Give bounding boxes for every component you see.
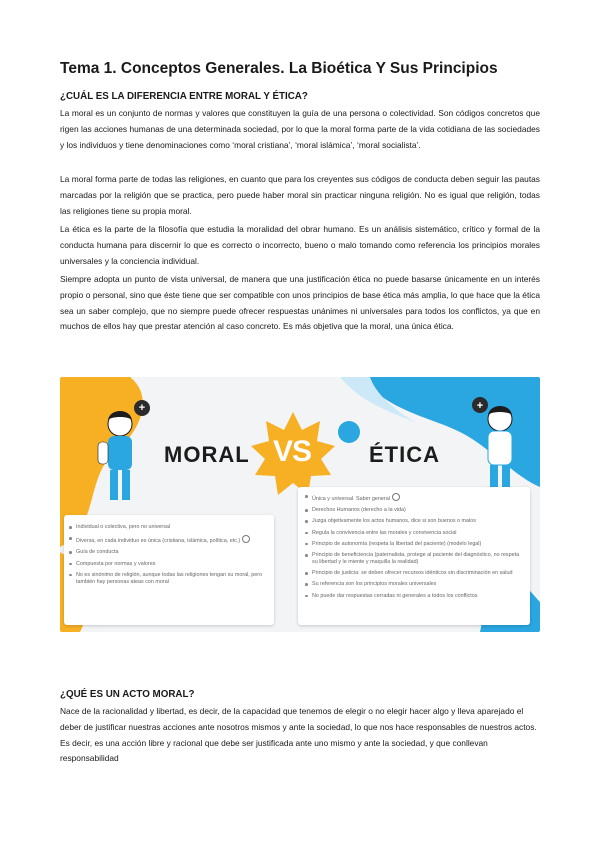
moral-list (68, 524, 266, 586)
plus-icon-right: + (476, 400, 484, 412)
etica-item: Única y universal. Saber general (304, 493, 522, 503)
section-heading-acto-moral: ¿QUÉ ES UN ACTO MORAL? (60, 689, 195, 700)
etica-item: Juzga objetivamente los actos humanos, dice si son buenos o malos (304, 518, 522, 525)
moral-word: MORAL (164, 442, 250, 467)
etica-list (304, 493, 522, 600)
moral-item: Guía de conducta (68, 549, 266, 556)
etica-word: ÉTICA (369, 442, 440, 467)
etica-item: Principio de autonomía (respeta la libertad del paciente) (modelo legal) (304, 541, 522, 548)
globe-icon (242, 535, 250, 543)
etica-item: Principio de justicia: se deben ofrecer recursos idénticos sin discriminación en salud (304, 570, 522, 577)
blue-wave-right (360, 377, 540, 487)
blue-circle (338, 421, 360, 443)
paragraph-etica-universal: Siempre adopta un punto de vista universal, de manera que una justificación ética no puede basarse únicamente en un interés propio o personal, sino que éste tiene que ser compatible con unos principios de base ética más amplia, lo que hace que la ética sea un saber complejo, que no siempre puede ofrecer respuestas unánimes ni universales para todos los conflictos, ya que en muchos de ellos hay que prestar atención al caso concreto. Es más objetiva que la moral, una única ética. (60, 274, 540, 332)
moral-card (64, 515, 274, 625)
etica-item: No puede dar respuestas cerradas ni generales a todos los conflictos (304, 593, 522, 600)
moral-item: Diversa, en cada individuo es única (cristiana, islámica, política, etc.) (68, 535, 266, 545)
etica-item: Regula la convivencia entre las morales y convivencia social (304, 530, 522, 537)
etica-item: Su referencia son los principios morales universales (304, 581, 522, 588)
plus-icon-left: + (138, 402, 146, 414)
vs-word: VS (273, 435, 312, 468)
paragraph-etica-definition: La ética es la parte de la filosofía que estudia la moralidad del obrar humano. Es un análisis sistemático, crítico y formal de la conducta humana para discernir lo que es correcto o incorrecto, bueno o malo tomando como referencia los principios morales universales y la conciencia individual. (60, 224, 540, 266)
moral-vs-etica-infographic (60, 377, 540, 632)
paragraph-moral-definition: La moral es un conjunto de normas y valores que constituyen la guía de una persona o colectividad. Son códigos concretos que rigen las acciones humanas de una determinada sociedad, por lo que la moral forma parte de la vida cotidiana de las sociedades y los individuos y tiene denominaciones como ‘moral cristiana’, ‘moral islámica’, ‘moral socialista’. (60, 108, 540, 150)
section-heading-moral-etica: ¿CUÁL ES LA DIFERENCIA ENTRE MORAL Y ÉTICA? (60, 91, 308, 102)
etica-item: Derechos Humanos (derecho a la vida) (304, 507, 522, 514)
moral-item: Compuesta por normas y valores (68, 561, 266, 568)
moral-item: No es sinónimo de religión, aunque todas las religiones tengan su moral, pero también hay personas ateas con moral (68, 572, 266, 586)
paragraph-moral-religion: La moral forma parte de todas las religiones, en cuanto que para los creyentes sus códigos de conducta deben seguir las pautas marcadas por la religión que se practica, pero puede haber moral sin practicar ninguna religión. No es igual que religión, todas las religiones tiene su propia moral. (60, 174, 540, 216)
paragraph-acto-moral: Nace de la racionalidad y libertad, es decir, de la capacidad que tenemos de elegir o no elegir hacer algo y lleva aparejado el deber de justificar nuestras acciones ante nosotros mismos y ante la sociedad, lo que nos hace responsables de nuestros actos. Es decir, es una acción libre y racional que debe ser justificada ante uno mismo y ante la sociedad, y que conllevan responsabilidad (60, 706, 537, 764)
etica-item: Principio de beneficiencia (paternalista, protege al paciente del diagnóstico, no respeta su libertad y le miente y maquilla la realidad) (304, 552, 522, 566)
etica-card (298, 487, 530, 625)
moral-item: Individual o colectiva, pero no universal (68, 524, 266, 531)
page-title: Tema 1. Conceptos Generales. La Bioética Y Sus Principios (60, 60, 498, 77)
globe-icon (392, 493, 400, 501)
